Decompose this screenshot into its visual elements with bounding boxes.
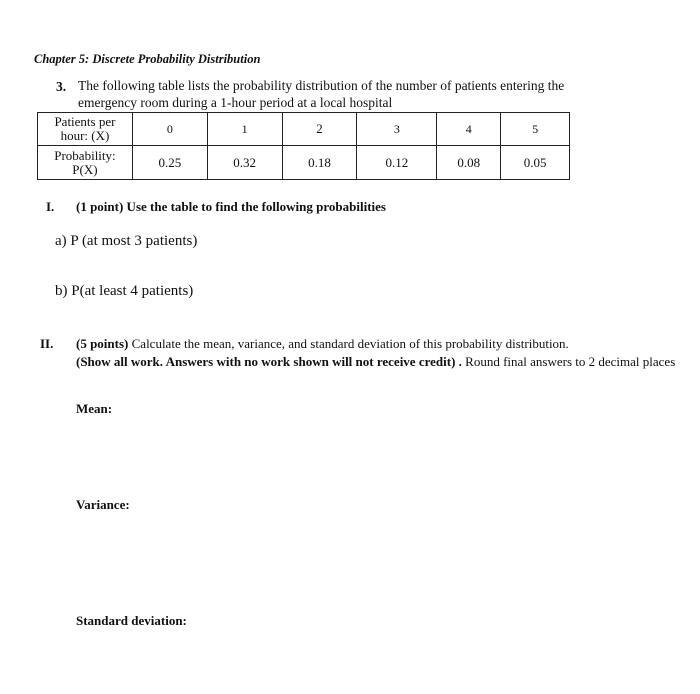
probability-distribution-table [37,112,570,180]
row-label-line: Probability: [54,147,116,163]
table-cell-probability: 0.25 [132,146,207,180]
row-label-patients [38,113,133,146]
section-ii-instruction [76,335,676,371]
part-a-question: a) P (at most 3 patients) [55,233,198,249]
table-cell-probability: 0.12 [357,146,437,180]
row-label-probability [38,146,133,180]
table-cell-probability: 0.08 [437,146,501,180]
section-ii-text-2: Round final answers to 2 decimal places [461,354,676,369]
mean-label: Mean: [76,401,113,416]
row-label-line: hour: (X) [60,128,110,143]
section-i-numeral: I. [46,199,55,214]
row-label-line: P(X) [72,161,98,177]
question-number: 3. [56,79,67,94]
table-cell-x: 1 [207,113,282,146]
section-ii-text-1: Calculate the mean, variance, and standard deviation of this probability distribution. [128,336,569,351]
row-label-line: Patients per [54,114,116,129]
question-text-line2: emergency room during a 1-hour period at a local hospital [78,95,393,110]
table-cell-probability: 0.32 [207,146,282,180]
table-row-x [38,113,570,146]
variance-label: Variance: [76,497,130,512]
section-ii-bold-instruction: (Show all work. Answers with no work shown will not receive credit) . [76,354,462,369]
table-cell-x: 0 [132,113,207,146]
table-cell-x: 4 [437,113,501,146]
table-cell-probability: 0.18 [282,146,357,180]
table-cell-x: 5 [501,113,570,146]
section-ii-points: (5 points) [76,336,129,351]
chapter-title: Chapter 5: Discrete Probability Distribution [34,52,261,66]
question-text-line1: The following table lists the probability distribution of the number of patients entering the [78,78,565,93]
table-cell-x: 3 [357,113,437,146]
table-cell-probability: 0.05 [501,146,570,180]
section-i-instruction: (1 point) Use the table to find the following probabilities [76,199,386,214]
standard-deviation-label: Standard deviation: [76,613,187,628]
part-b-question: b) P(at least 4 patients) [55,283,194,299]
table-row-probability [38,146,570,180]
table-cell-x: 2 [282,113,357,146]
section-ii-numeral: II. [40,336,54,351]
